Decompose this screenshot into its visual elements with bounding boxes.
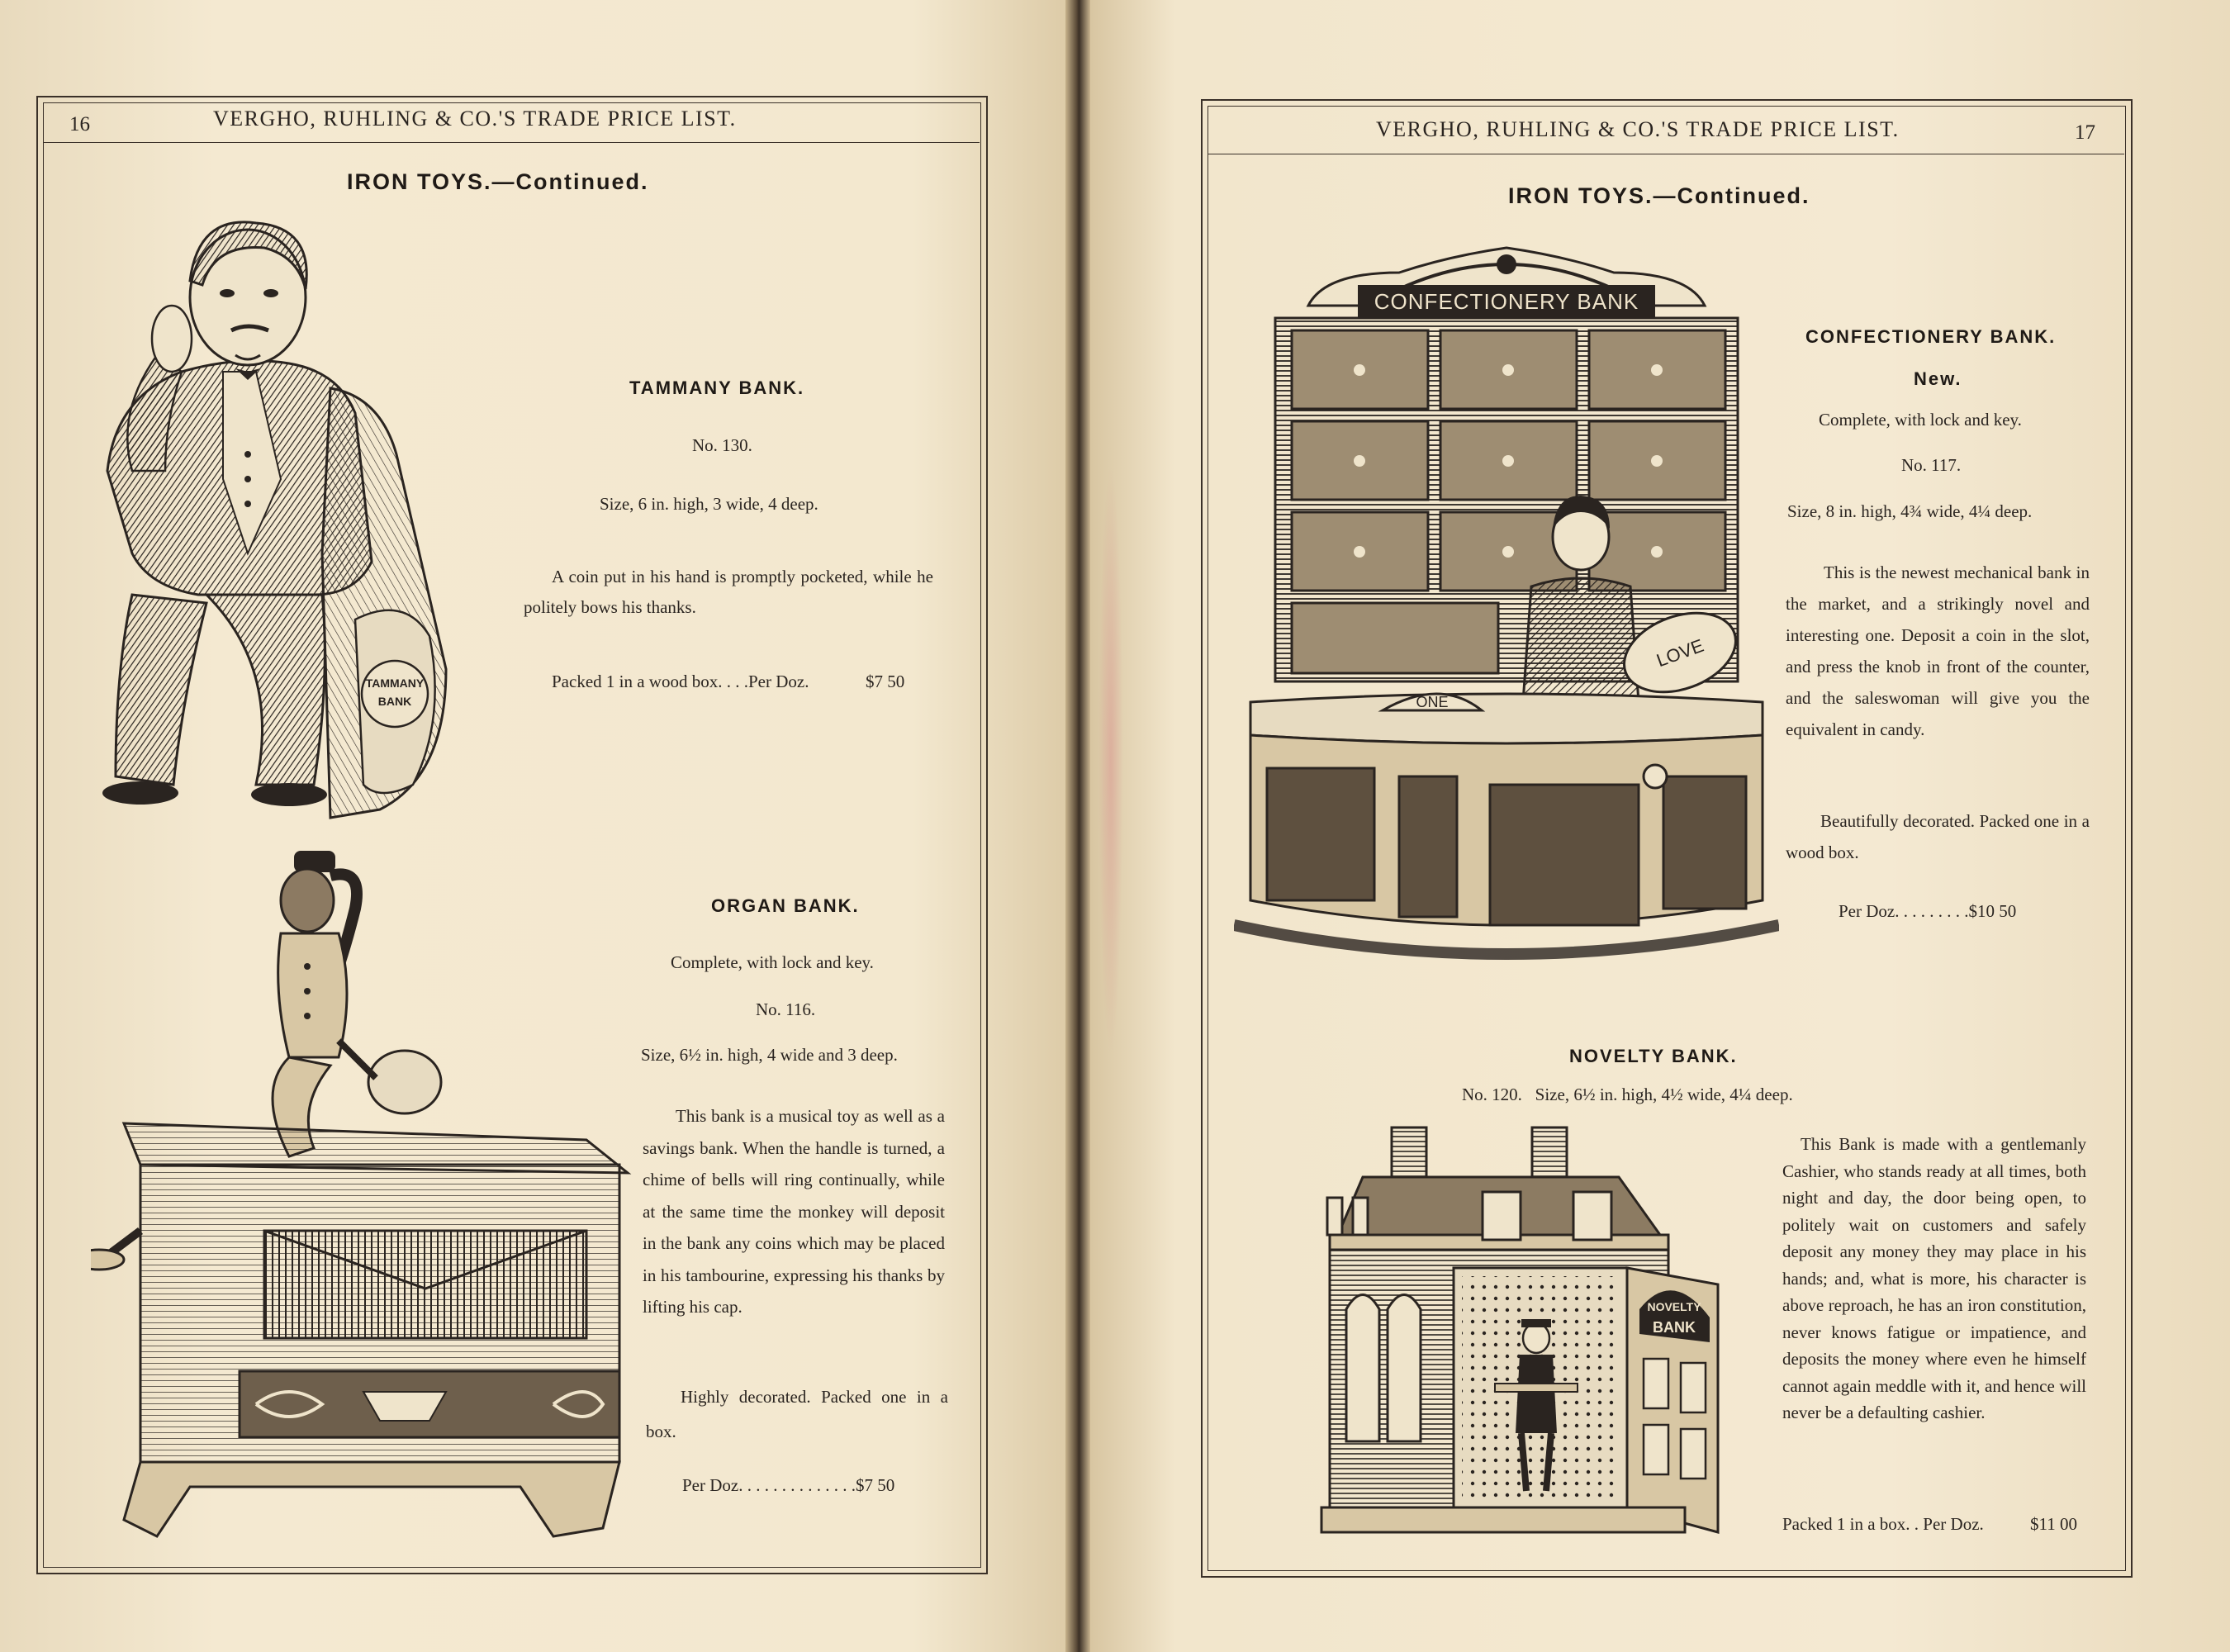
- organ-description: This bank is a musical toy as well as a savings bank. When the handle is turned, a chime of bells will ring continually, while at the same time the monkey will deposit in the bank any coins which may be placed in his tambourine, expressing his thanks by lifting his cap.: [643, 1106, 945, 1317]
- confectionery-title: CONFECTIONERY BANK.: [1805, 326, 2057, 347]
- novelty-packed: Packed 1 in a box. . Per Doz.: [1782, 1514, 1984, 1534]
- novelty-price: $11 00: [2030, 1514, 2077, 1534]
- confectionery-bank-illustration: [1234, 240, 1779, 999]
- tammany-title: TAMMANY BANK.: [629, 377, 805, 398]
- confectionery-number: No. 117.: [1901, 455, 1962, 475]
- tammany-chair-label-2: BANK: [377, 695, 412, 708]
- organ-price: Per Doz. . . . . . . . . . . . . .$7 50: [682, 1475, 895, 1495]
- tammany-description: A coin put in his hand is promptly pocketed, while he politely bows his thanks.: [524, 567, 933, 617]
- left-running-head: VERGHO, RUHLING & CO.'S TRADE PRICE LIST.: [213, 107, 737, 131]
- confectionery-subtitle: New.: [1914, 368, 1962, 389]
- tammany-price: $7 50: [866, 672, 905, 691]
- novelty-door-label-2: BANK: [1653, 1319, 1696, 1336]
- novelty-door-label-1: NOVELTY: [1647, 1300, 1701, 1313]
- novelty-title: NOVELTY BANK.: [1569, 1046, 1738, 1066]
- tammany-number: No. 130.: [692, 435, 752, 455]
- confectionery-size: Size, 8 in. high, 4¾ wide, 4¼ deep.: [1787, 501, 2033, 521]
- right-page-number: 17: [2075, 121, 2095, 144]
- confectionery-lock: Complete, with lock and key.: [1819, 410, 2022, 430]
- left-page-number: 16: [69, 113, 90, 135]
- organ-subtitle: Complete, with lock and key.: [671, 952, 874, 972]
- novelty-description: This Bank is made with a gentlemanly Cashier, who stands ready at all times, both night and day, the door being open, to politely wait on customers and safely deposit any money they may place in his hands; and, what is more, his character is above reproach, he has an iron constitution, never knows fatigue or impatience, and deposits the money where even he himself cannot again meddle with it, and hence will never be a defaulting cashier.: [1782, 1134, 2086, 1422]
- novelty-number-size: No. 120. Size, 6½ in. high, 4½ wide, 4¼ deep.: [1462, 1085, 1793, 1104]
- tammany-chair-label-1: TAMMANY: [365, 676, 425, 690]
- organ-number: No. 116.: [756, 999, 816, 1019]
- confectionery-price: Per Doz. . . . . . . . .$10 50: [1839, 901, 2017, 921]
- tammany-size: Size, 6 in. high, 3 wide, 4 deep.: [600, 494, 818, 514]
- tammany-packed: Packed 1 in a wood box. . . .Per Doz.: [552, 672, 809, 691]
- organ-packed: Highly decorated. Packed one in a box.: [646, 1387, 948, 1441]
- organ-title: ORGAN BANK.: [711, 895, 860, 916]
- organ-bank-illustration: [91, 843, 636, 1553]
- right-section-heading: IRON TOYS.—Continued.: [1508, 183, 1810, 208]
- tammany-bank-illustration: [83, 206, 496, 843]
- confectionery-packed: Beautifully decorated. Packed one in a wood box.: [1786, 811, 2090, 862]
- left-head-rule: [43, 142, 980, 143]
- confectionery-plate-label: LOVE: [1654, 634, 1707, 672]
- book-gutter: [1065, 0, 1090, 1652]
- confectionery-description: This is the newest mechanical bank in the market, and a strikingly novel and interesting one. Deposit a coin in the slot, and press the knob in front of the counter, and the saleswoman will give you the equivalent in candy.: [1786, 563, 2090, 739]
- left-section-heading: IRON TOYS.—Continued.: [347, 169, 649, 194]
- organ-size: Size, 6½ in. high, 4 wide and 3 deep.: [641, 1045, 898, 1065]
- confectionery-slot-label: ONE: [1416, 694, 1449, 710]
- right-running-head: VERGHO, RUHLING & CO.'S TRADE PRICE LIST.: [1376, 117, 1900, 141]
- confectionery-sign: CONFECTIONERY BANK: [1374, 289, 1639, 314]
- novelty-bank-illustration: [1305, 1119, 1751, 1549]
- page-stain: [1098, 463, 1123, 1057]
